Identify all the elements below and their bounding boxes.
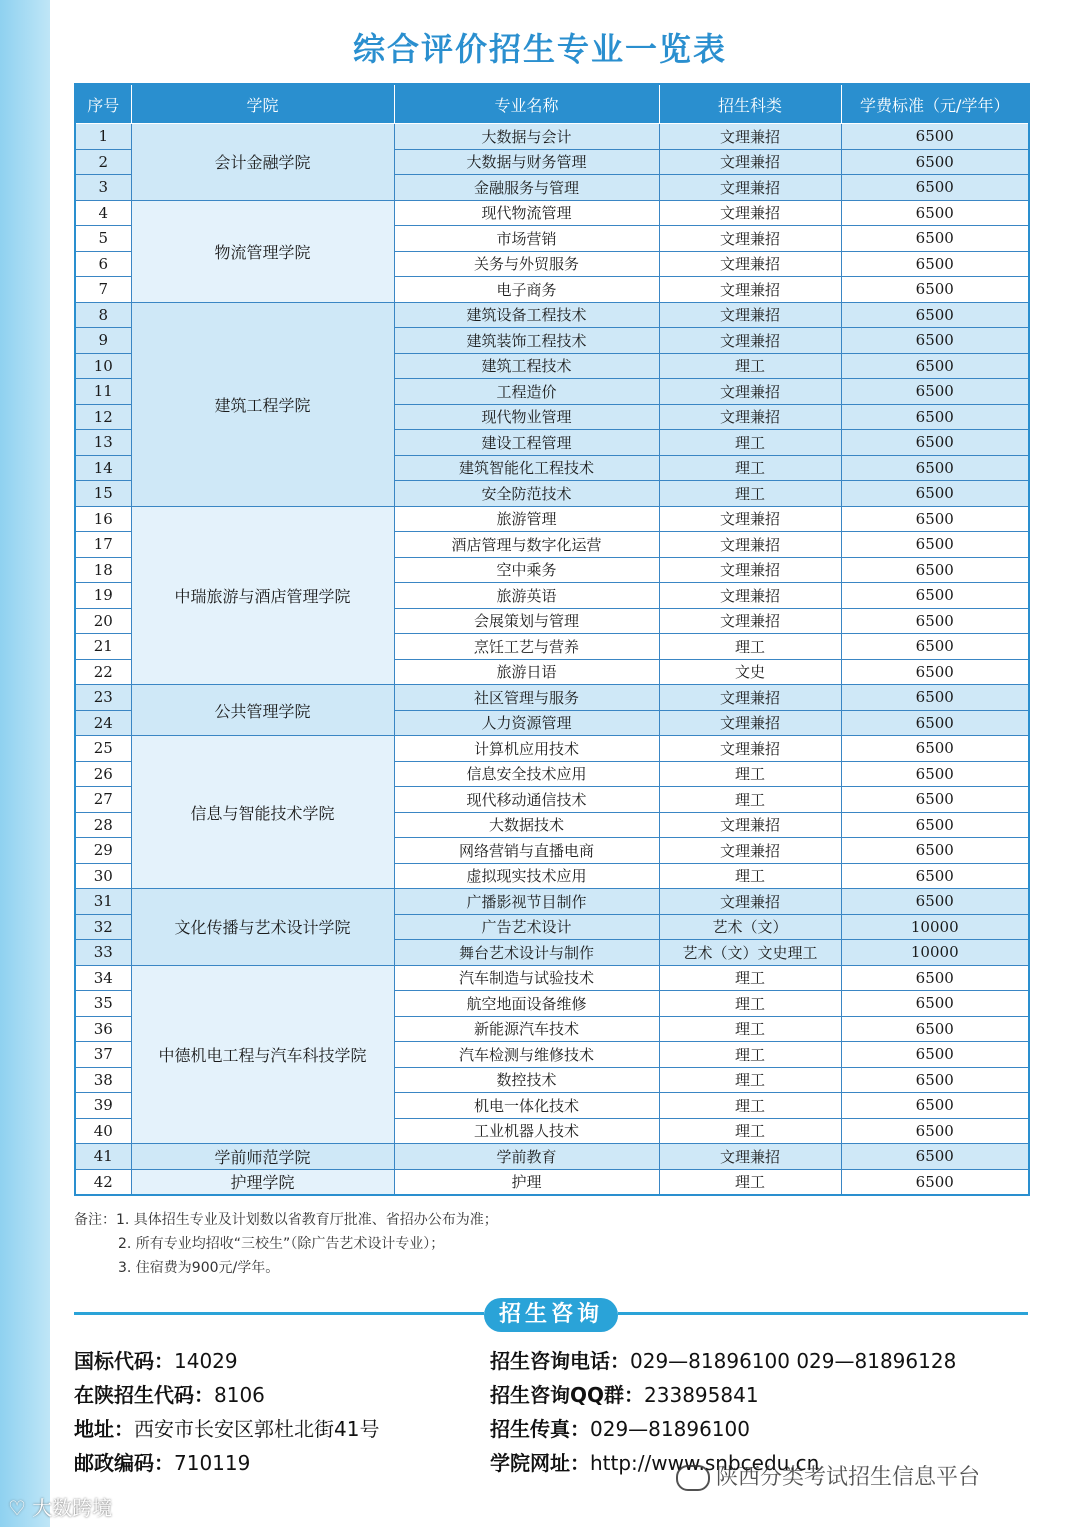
cell-category: 文理兼招: [659, 277, 841, 303]
info-label: 在陕招生代码：: [74, 1383, 214, 1407]
cell-index: 28: [75, 812, 131, 838]
info-label: 国标代码：: [74, 1349, 174, 1373]
table-row: [75, 1169, 1029, 1195]
info-line: [490, 1412, 956, 1446]
cell-category: 文理兼招: [659, 557, 841, 583]
cell-major: 信息安全技术应用: [394, 761, 659, 787]
cell-category: 艺术（文）文史理工: [659, 940, 841, 966]
cell-index: 22: [75, 659, 131, 685]
cell-tuition: 6500: [841, 863, 1029, 889]
cell-major: 机电一体化技术: [394, 1093, 659, 1119]
cell-major: 建筑设备工程技术: [394, 302, 659, 328]
table-row: [75, 506, 1029, 532]
cell-index: 30: [75, 863, 131, 889]
cell-tuition: 6500: [841, 965, 1029, 991]
cell-category: 理工: [659, 634, 841, 660]
cell-tuition: 6500: [841, 608, 1029, 634]
cell-tuition: 6500: [841, 481, 1029, 507]
cell-category: 文理兼招: [659, 302, 841, 328]
table-row: [75, 302, 1029, 328]
cell-tuition: 6500: [841, 583, 1029, 609]
cell-category: 文理兼招: [659, 379, 841, 405]
cell-index: 38: [75, 1067, 131, 1093]
cell-category: 文理兼招: [659, 175, 841, 201]
cell-tuition: 6500: [841, 251, 1029, 277]
cell-major: 建筑智能化工程技术: [394, 455, 659, 481]
info-value: 710119: [174, 1451, 251, 1475]
cell-major: 现代移动通信技术: [394, 787, 659, 813]
cell-tuition: 6500: [841, 838, 1029, 864]
cell-tuition: 6500: [841, 149, 1029, 175]
cell-category: 文理兼招: [659, 532, 841, 558]
cell-tuition: 6500: [841, 404, 1029, 430]
cell-index: 36: [75, 1016, 131, 1042]
cell-tuition: 6500: [841, 736, 1029, 762]
header-category: 招生科类: [659, 84, 841, 124]
cell-college: 中德机电工程与汽车科技学院: [131, 965, 394, 1144]
cell-index: 15: [75, 481, 131, 507]
table-row: [75, 124, 1029, 150]
cell-category: 文理兼招: [659, 736, 841, 762]
cell-category: 理工: [659, 1067, 841, 1093]
cell-category: 文理兼招: [659, 251, 841, 277]
cell-major: 现代物流管理: [394, 200, 659, 226]
cell-index: 4: [75, 200, 131, 226]
table-row: [75, 1144, 1029, 1170]
cell-tuition: 6500: [841, 1042, 1029, 1068]
cell-index: 20: [75, 608, 131, 634]
cell-category: 文理兼招: [659, 328, 841, 354]
cell-category: 文理兼招: [659, 685, 841, 711]
note-line: 备注：1. 具体招生专业及计划数以省教育厅批准、省招办公布为准；: [74, 1212, 498, 1228]
cell-index: 40: [75, 1118, 131, 1144]
notes: [74, 1208, 498, 1280]
cell-major: 市场营销: [394, 226, 659, 252]
cell-category: 理工: [659, 787, 841, 813]
cell-major: 烹饪工艺与营养: [394, 634, 659, 660]
info-value: 029—81896100 029—81896128: [630, 1349, 957, 1373]
cell-college: 信息与智能技术学院: [131, 736, 394, 889]
info-line: [74, 1344, 379, 1378]
cell-tuition: 6500: [841, 455, 1029, 481]
cell-category: 理工: [659, 1169, 841, 1195]
cell-major: 工业机器人技术: [394, 1118, 659, 1144]
cell-major: 会展策划与管理: [394, 608, 659, 634]
cell-index: 23: [75, 685, 131, 711]
cell-tuition: 6500: [841, 277, 1029, 303]
cell-tuition: 6500: [841, 812, 1029, 838]
cell-category: 文理兼招: [659, 812, 841, 838]
info-label: 招生咨询QQ群：: [490, 1383, 645, 1407]
cell-index: 8: [75, 302, 131, 328]
wechat-icon: [676, 1465, 710, 1491]
cell-category: 文理兼招: [659, 583, 841, 609]
cell-category: 文理兼招: [659, 506, 841, 532]
cell-index: 9: [75, 328, 131, 354]
info-label: 学院网址：: [490, 1451, 590, 1475]
info-label: 招生咨询电话：: [490, 1349, 630, 1373]
cell-major: 网络营销与直播电商: [394, 838, 659, 864]
cell-category: 理工: [659, 481, 841, 507]
cell-tuition: 6500: [841, 634, 1029, 660]
cell-tuition: 6500: [841, 430, 1029, 456]
cell-tuition: 6500: [841, 1118, 1029, 1144]
cell-major: 广告艺术设计: [394, 914, 659, 940]
info-label: 邮政编码：: [74, 1451, 174, 1475]
cell-tuition: 6500: [841, 1093, 1029, 1119]
consult-section-title: 招生咨询: [484, 1298, 618, 1332]
table-row: [75, 200, 1029, 226]
cell-major: 汽车制造与试验技术: [394, 965, 659, 991]
cell-college: 学前师范学院: [131, 1144, 394, 1170]
cell-major: 金融服务与管理: [394, 175, 659, 201]
cell-index: 12: [75, 404, 131, 430]
cell-tuition: 6500: [841, 787, 1029, 813]
cell-major: 酒店管理与数字化运营: [394, 532, 659, 558]
cell-tuition: 6500: [841, 328, 1029, 354]
section-divider-right: [618, 1312, 1028, 1315]
cell-tuition: 6500: [841, 175, 1029, 201]
cell-tuition: 6500: [841, 200, 1029, 226]
cell-college: 建筑工程学院: [131, 302, 394, 506]
cell-index: 17: [75, 532, 131, 558]
cell-category: 理工: [659, 1042, 841, 1068]
cell-category: 理工: [659, 353, 841, 379]
cell-major: 计算机应用技术: [394, 736, 659, 762]
cell-college: 文化传播与艺术设计学院: [131, 889, 394, 966]
cell-category: 理工: [659, 1016, 841, 1042]
table-row: [75, 889, 1029, 915]
cell-tuition: 6500: [841, 710, 1029, 736]
cell-tuition: 10000: [841, 914, 1029, 940]
cell-index: 11: [75, 379, 131, 405]
cell-category: 理工: [659, 965, 841, 991]
watermark-text: 陕西分类考试招生信息平台: [716, 1465, 981, 1490]
cell-index: 24: [75, 710, 131, 736]
cell-major: 人力资源管理: [394, 710, 659, 736]
cell-category: 文理兼招: [659, 200, 841, 226]
cell-college: 公共管理学院: [131, 685, 394, 736]
watermark-wechat: [676, 1460, 980, 1491]
cell-major: 新能源汽车技术: [394, 1016, 659, 1042]
note-line: 3. 住宿费为900元/学年。: [118, 1260, 280, 1276]
cell-category: 理工: [659, 991, 841, 1017]
header-college: 学院: [131, 84, 394, 124]
cell-tuition: 6500: [841, 506, 1029, 532]
header-tuition: 学费标准（元/学年）: [841, 84, 1029, 124]
cell-category: 文史: [659, 659, 841, 685]
cell-index: 25: [75, 736, 131, 762]
cell-tuition: 6500: [841, 226, 1029, 252]
table-body: [75, 124, 1029, 1196]
cell-category: 文理兼招: [659, 1144, 841, 1170]
cell-tuition: 6500: [841, 659, 1029, 685]
cell-category: 理工: [659, 455, 841, 481]
cell-index: 21: [75, 634, 131, 660]
cell-index: 16: [75, 506, 131, 532]
info-value: 14029: [174, 1349, 238, 1373]
cell-category: 理工: [659, 1118, 841, 1144]
cell-major: 大数据与会计: [394, 124, 659, 150]
cell-tuition: 6500: [841, 685, 1029, 711]
cell-tuition: 6500: [841, 1144, 1029, 1170]
left-color-band: [0, 0, 50, 1527]
info-line: [74, 1446, 379, 1480]
cell-major: 航空地面设备维修: [394, 991, 659, 1017]
cell-index: 19: [75, 583, 131, 609]
cell-tuition: 6500: [841, 124, 1029, 150]
cell-tuition: 10000: [841, 940, 1029, 966]
cell-index: 5: [75, 226, 131, 252]
cell-index: 1: [75, 124, 131, 150]
info-value: 233895841: [644, 1383, 759, 1407]
watermark-corner: [8, 1492, 112, 1521]
cell-major: 虚拟现实技术应用: [394, 863, 659, 889]
watermark-logo-icon: ♡: [8, 1496, 26, 1520]
cell-tuition: 6500: [841, 1169, 1029, 1195]
cell-major: 大数据技术: [394, 812, 659, 838]
cell-major: 数控技术: [394, 1067, 659, 1093]
info-label: 地址：: [74, 1417, 134, 1441]
cell-index: 10: [75, 353, 131, 379]
cell-major: 广播影视节目制作: [394, 889, 659, 915]
cell-college: 会计金融学院: [131, 124, 394, 201]
cell-tuition: 6500: [841, 991, 1029, 1017]
cell-tuition: 6500: [841, 557, 1029, 583]
cell-index: 35: [75, 991, 131, 1017]
cell-college: 物流管理学院: [131, 200, 394, 302]
cell-index: 42: [75, 1169, 131, 1195]
cell-major: 电子商务: [394, 277, 659, 303]
cell-category: 文理兼招: [659, 226, 841, 252]
cell-major: 旅游管理: [394, 506, 659, 532]
cell-tuition: 6500: [841, 302, 1029, 328]
cell-tuition: 6500: [841, 353, 1029, 379]
note-line: 2. 所有专业均招收“三校生”（除广告艺术设计专业）；: [118, 1236, 445, 1252]
cell-tuition: 6500: [841, 532, 1029, 558]
cell-category: 理工: [659, 430, 841, 456]
cell-category: 艺术（文）: [659, 914, 841, 940]
cell-index: 31: [75, 889, 131, 915]
cell-category: 理工: [659, 863, 841, 889]
cell-major: 现代物业管理: [394, 404, 659, 430]
cell-major: 建筑工程技术: [394, 353, 659, 379]
cell-major: 建筑装饰工程技术: [394, 328, 659, 354]
info-left-column: [74, 1344, 379, 1480]
cell-index: 13: [75, 430, 131, 456]
cell-major: 关务与外贸服务: [394, 251, 659, 277]
info-line: [74, 1378, 379, 1412]
cell-index: 26: [75, 761, 131, 787]
cell-category: 文理兼招: [659, 404, 841, 430]
cell-category: 文理兼招: [659, 889, 841, 915]
cell-category: 文理兼招: [659, 608, 841, 634]
cell-category: 文理兼招: [659, 149, 841, 175]
cell-major: 汽车检测与维修技术: [394, 1042, 659, 1068]
cell-index: 33: [75, 940, 131, 966]
cell-tuition: 6500: [841, 1067, 1029, 1093]
section-divider-left: [74, 1312, 484, 1315]
info-line: [74, 1412, 379, 1446]
cell-category: 文理兼招: [659, 838, 841, 864]
cell-index: 29: [75, 838, 131, 864]
cell-category: 文理兼招: [659, 124, 841, 150]
cell-index: 34: [75, 965, 131, 991]
cell-index: 18: [75, 557, 131, 583]
cell-index: 14: [75, 455, 131, 481]
cell-major: 工程造价: [394, 379, 659, 405]
info-label: 招生传真：: [490, 1417, 590, 1441]
cell-index: 3: [75, 175, 131, 201]
page-title: 综合评价招生专业一览表: [352, 30, 727, 68]
cell-index: 32: [75, 914, 131, 940]
cell-category: 文理兼招: [659, 710, 841, 736]
cell-major: 旅游英语: [394, 583, 659, 609]
info-value: http://www.snbcedu.cn: [590, 1451, 820, 1475]
cell-index: 7: [75, 277, 131, 303]
info-value: 8106: [214, 1383, 265, 1407]
cell-major: 安全防范技术: [394, 481, 659, 507]
header-index: 序号: [75, 84, 131, 124]
cell-college: 护理学院: [131, 1169, 394, 1195]
cell-index: 41: [75, 1144, 131, 1170]
cell-category: 理工: [659, 1093, 841, 1119]
table-row: [75, 685, 1029, 711]
cell-tuition: 6500: [841, 1016, 1029, 1042]
cell-major: 舞台艺术设计与制作: [394, 940, 659, 966]
table-row: [75, 736, 1029, 762]
info-value: 029—81896100: [590, 1417, 750, 1441]
cell-major: 大数据与财务管理: [394, 149, 659, 175]
watermark-text: 大数跨境: [32, 1496, 113, 1520]
cell-tuition: 6500: [841, 379, 1029, 405]
cell-college: 中瑞旅游与酒店管理学院: [131, 506, 394, 685]
cell-tuition: 6500: [841, 761, 1029, 787]
cell-index: 37: [75, 1042, 131, 1068]
header-major: 专业名称: [394, 84, 659, 124]
cell-index: 39: [75, 1093, 131, 1119]
cell-major: 社区管理与服务: [394, 685, 659, 711]
info-value: 西安市长安区郭杜北街41号: [134, 1417, 380, 1441]
info-line: [490, 1378, 956, 1412]
cell-index: 2: [75, 149, 131, 175]
cell-major: 旅游日语: [394, 659, 659, 685]
table-row: [75, 965, 1029, 991]
table-header-row: [75, 84, 1029, 124]
cell-major: 空中乘务: [394, 557, 659, 583]
cell-major: 学前教育: [394, 1144, 659, 1170]
cell-major: 护理: [394, 1169, 659, 1195]
info-line: [490, 1344, 956, 1378]
cell-index: 6: [75, 251, 131, 277]
cell-tuition: 6500: [841, 889, 1029, 915]
cell-major: 建设工程管理: [394, 430, 659, 456]
cell-index: 27: [75, 787, 131, 813]
cell-category: 理工: [659, 761, 841, 787]
majors-table: [74, 83, 1030, 1196]
